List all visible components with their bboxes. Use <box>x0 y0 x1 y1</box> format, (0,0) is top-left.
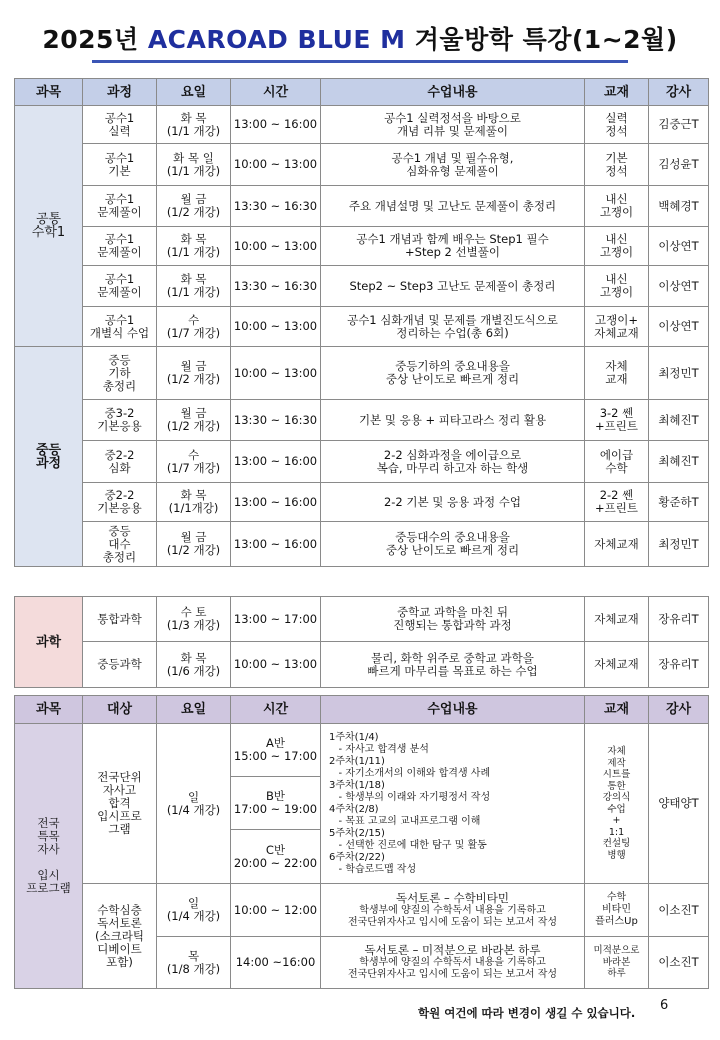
day-cell: 월 금 (1/2 개강) <box>157 347 231 400</box>
table-row <box>15 186 709 227</box>
teacher-cell: 황준하T <box>649 483 709 522</box>
teacher-cell: 이상연T <box>649 227 709 266</box>
day-cell: 수 토 (1/3 개강) <box>157 597 231 642</box>
time-cell: 13:30 ~ 16:30 <box>231 400 321 441</box>
content-cell <box>321 884 585 937</box>
course-cell: 중등 대수 총정리 <box>83 522 157 567</box>
target-cell: 수학심층 독서토론 (소크라틱 디베이트 포함) <box>83 884 157 989</box>
time-cell: 10:00 ~ 13:00 <box>231 144 321 186</box>
table-row <box>15 266 709 307</box>
time-cell: 10:00 ~ 12:00 <box>231 884 321 937</box>
subject-cell: 공통 수학1 <box>15 106 83 347</box>
book-cell: 내신 고쟁이 <box>585 266 649 307</box>
course-cell: 공수1 문제풀이 <box>83 266 157 307</box>
table-row <box>15 483 709 522</box>
table-row <box>15 597 709 642</box>
header-time: 시간 <box>231 696 321 724</box>
content-desc: 학생부에 양질의 수학독서 내용을 기록하고 전국단위자사고 입시에 도움이 되는 보고서 작성 <box>347 957 558 980</box>
book-cell: 에이급 수학 <box>585 441 649 483</box>
header-content: 수업내용 <box>321 79 585 106</box>
target-cell: 전국단위 자사고 합격 입시프로 그램 <box>83 724 157 884</box>
content-cell: 공수1 개념 및 필수유형, 심화유형 문제풀이 <box>321 144 585 186</box>
day-cell: 화 목 (1/1 개강) <box>157 266 231 307</box>
content-title: 독서토론 – 미적분으로 바라본 하루 <box>364 943 541 957</box>
math-schedule-table <box>14 78 709 567</box>
content-cell: 2-2 기본 및 응용 과정 수업 <box>321 483 585 522</box>
day-cell: 일 (1/4 개강) <box>157 724 231 884</box>
content-cell <box>321 937 585 989</box>
teacher-cell: 이상연T <box>649 266 709 307</box>
content-cell: 2-2 심화과정을 에이급으로 복습, 마무리 하고자 하는 학생 <box>321 441 585 483</box>
header-subject: 과목 <box>15 79 83 106</box>
admission-program-table <box>14 695 709 989</box>
course-cell: 중등과학 <box>83 642 157 688</box>
header-book: 교재 <box>585 79 649 106</box>
time-cell: C반 20:00 ~ 22:00 <box>231 830 321 884</box>
day-cell: 일 (1/4 개강) <box>157 884 231 937</box>
header-content: 수업내용 <box>321 696 585 724</box>
book-cell: 자체교재 <box>585 642 649 688</box>
teacher-cell: 최정민T <box>649 347 709 400</box>
course-cell: 공수1 문제풀이 <box>83 186 157 227</box>
time-cell: 10:00 ~ 13:00 <box>231 307 321 347</box>
table-row <box>15 307 709 347</box>
time-cell: 13:00 ~ 16:00 <box>231 441 321 483</box>
time-cell: A반 15:00 ~ 17:00 <box>231 724 321 777</box>
day-cell: 수 (1/7 개강) <box>157 441 231 483</box>
book-cell: 2-2 쎈 +프린트 <box>585 483 649 522</box>
day-cell: 목 (1/8 개강) <box>157 937 231 989</box>
day-cell: 월 금 (1/2 개강) <box>157 522 231 567</box>
book-cell: 실력 정석 <box>585 106 649 144</box>
table-row <box>15 522 709 567</box>
book-cell: 미적분으로 바라본 하루 <box>585 937 649 989</box>
header-teacher: 강사 <box>649 696 709 724</box>
table-row <box>15 400 709 441</box>
book-cell: 내신 고쟁이 <box>585 186 649 227</box>
course-cell: 공수1 실력 <box>83 106 157 144</box>
content-cell: 공수1 실력정석을 바탕으로 개념 리뷰 및 문제풀이 <box>321 106 585 144</box>
content-title: 독서토론 – 수학비타민 <box>395 890 510 905</box>
course-cell: 중2-2 기본응용 <box>83 483 157 522</box>
subject-cell: 중등 과정 <box>15 347 83 567</box>
day-cell: 월 금 (1/2 개강) <box>157 186 231 227</box>
page-number: 6 <box>660 998 669 1013</box>
header-time: 시간 <box>231 79 321 106</box>
time-cell: B반 17:00 ~ 19:00 <box>231 777 321 830</box>
day-cell: 월 금 (1/2 개강) <box>157 400 231 441</box>
header-target: 대상 <box>83 696 157 724</box>
header-course: 과정 <box>83 79 157 106</box>
teacher-cell: 김성윤T <box>649 144 709 186</box>
day-cell: 화 목 (1/1개강) <box>157 483 231 522</box>
content-cell: 주요 개념설명 및 고난도 문제풀이 총정리 <box>321 186 585 227</box>
header-row <box>15 79 709 106</box>
table-row <box>15 227 709 266</box>
book-cell: 3-2 쎈 +프린트 <box>585 400 649 441</box>
day-cell: 화 목 (1/1 개강) <box>157 106 231 144</box>
teacher-cell: 최혜진T <box>649 441 709 483</box>
book-cell: 자체 교재 <box>585 347 649 400</box>
day-cell: 수 (1/7 개강) <box>157 307 231 347</box>
teacher-cell: 장유리T <box>649 642 709 688</box>
change-notice: 학원 여건에 따라 변경이 생길 수 있습니다. <box>418 1006 636 1020</box>
table-row <box>15 441 709 483</box>
teacher-cell: 백혜경T <box>649 186 709 227</box>
content-cell: 물리, 화학 위주로 중학교 과학을 빠르게 마무리를 목표로 하는 수업 <box>321 642 585 688</box>
course-cell: 공수1 문제풀이 <box>83 227 157 266</box>
content-cell: 1주차(1/4) - 자사고 합격생 분석 2주차(1/11) - 자기소개서의 이해와 합격생 사례 3주차(1/18) - 학생부의 이래와 자기평정서 작성 4주차(2/8) - 목표 고교의 교내프로그램 이해 5주차(2/15) - 선택한 진로에 대한 탐구 및 활동 6주차(2/22) - 학습로드맵 작성 <box>321 724 585 884</box>
science-schedule-table <box>14 596 709 688</box>
teacher-cell: 장유리T <box>649 597 709 642</box>
teacher-cell: 김중근T <box>649 106 709 144</box>
content-cell: 중학교 과학을 마친 뒤 진행되는 통합과학 과정 <box>321 597 585 642</box>
content-cell: 기본 및 응용 + 피타고라스 정리 활용 <box>321 400 585 441</box>
course-cell: 통합과학 <box>83 597 157 642</box>
header-day: 요일 <box>157 79 231 106</box>
page-title <box>0 20 720 56</box>
teacher-cell: 이소진T <box>649 937 709 989</box>
table-row <box>15 144 709 186</box>
book-cell: 고쟁이+ 자체교재 <box>585 307 649 347</box>
header-teacher: 강사 <box>649 79 709 106</box>
time-cell: 13:30 ~ 16:30 <box>231 186 321 227</box>
time-cell: 10:00 ~ 13:00 <box>231 227 321 266</box>
subject-cell: 전국 특목 자사 입시 프로그램 <box>15 724 83 989</box>
title-brand: ACAROAD BLUE M <box>147 25 406 54</box>
course-cell: 중3-2 기본응용 <box>83 400 157 441</box>
day-cell: 화 목 (1/6 개강) <box>157 642 231 688</box>
content-cell: 공수1 심화개념 및 문제를 개별진도식으로 정리하는 수업(총 6회) <box>321 307 585 347</box>
subject-cell: 과학 <box>15 597 83 688</box>
course-cell: 중2-2 심화 <box>83 441 157 483</box>
teacher-cell: 최혜진T <box>649 400 709 441</box>
course-cell: 중등 기하 총정리 <box>83 347 157 400</box>
book-cell: 자체교재 <box>585 522 649 567</box>
teacher-cell: 이소진T <box>649 884 709 937</box>
teacher-cell: 양태양T <box>649 724 709 884</box>
header-day: 요일 <box>157 696 231 724</box>
time-cell: 13:00 ~ 16:00 <box>231 483 321 522</box>
book-cell: 자체 제작 시트를 통한 강의식 수업 + 1:1 컨설팅 병행 <box>585 724 649 884</box>
table-row <box>15 347 709 400</box>
time-cell: 10:00 ~ 13:00 <box>231 347 321 400</box>
day-cell: 화 목 (1/1 개강) <box>157 227 231 266</box>
time-cell: 13:00 ~ 16:00 <box>231 106 321 144</box>
content-cell: 중등대수의 중요내용을 중상 난이도로 빠르게 정리 <box>321 522 585 567</box>
content-cell: Step2 ~ Step3 고난도 문제풀이 총정리 <box>321 266 585 307</box>
time-cell: 13:00 ~ 16:00 <box>231 522 321 567</box>
teacher-cell: 최정민T <box>649 522 709 567</box>
header-subject: 과목 <box>15 696 83 724</box>
book-cell: 수학 비타민 플러스Up <box>585 884 649 937</box>
content-desc: 학생부에 양질의 수학독서 내용을 기록하고 전국단위자사고 입시에 도움이 되는 보고서 작성 <box>347 904 558 928</box>
time-cell: 10:00 ~ 13:00 <box>231 642 321 688</box>
day-cell: 화 목 일 (1/1 개강) <box>157 144 231 186</box>
book-cell: 자체교재 <box>585 597 649 642</box>
book-cell: 기본 정석 <box>585 144 649 186</box>
content-cell: 공수1 개념과 함께 배우는 Step1 필수 +Step 2 선별풀이 <box>321 227 585 266</box>
teacher-cell: 이상연T <box>649 307 709 347</box>
time-cell: 14:00 ~16:00 <box>231 937 321 989</box>
table-row <box>15 106 709 144</box>
title-suffix: 겨울방학 특강(1~2월) <box>414 25 678 54</box>
time-cell: 13:30 ~ 16:30 <box>231 266 321 307</box>
header-book: 교재 <box>585 696 649 724</box>
title-year: 2025년 <box>42 25 139 54</box>
course-cell: 공수1 기본 <box>83 144 157 186</box>
header-row <box>15 696 709 724</box>
title-underline <box>92 60 628 63</box>
table-row <box>15 642 709 688</box>
book-cell: 내신 고쟁이 <box>585 227 649 266</box>
content-cell: 중등기하의 중요내용을 중상 난이도로 빠르게 정리 <box>321 347 585 400</box>
time-cell: 13:00 ~ 17:00 <box>231 597 321 642</box>
course-cell: 공수1 개별식 수업 <box>83 307 157 347</box>
